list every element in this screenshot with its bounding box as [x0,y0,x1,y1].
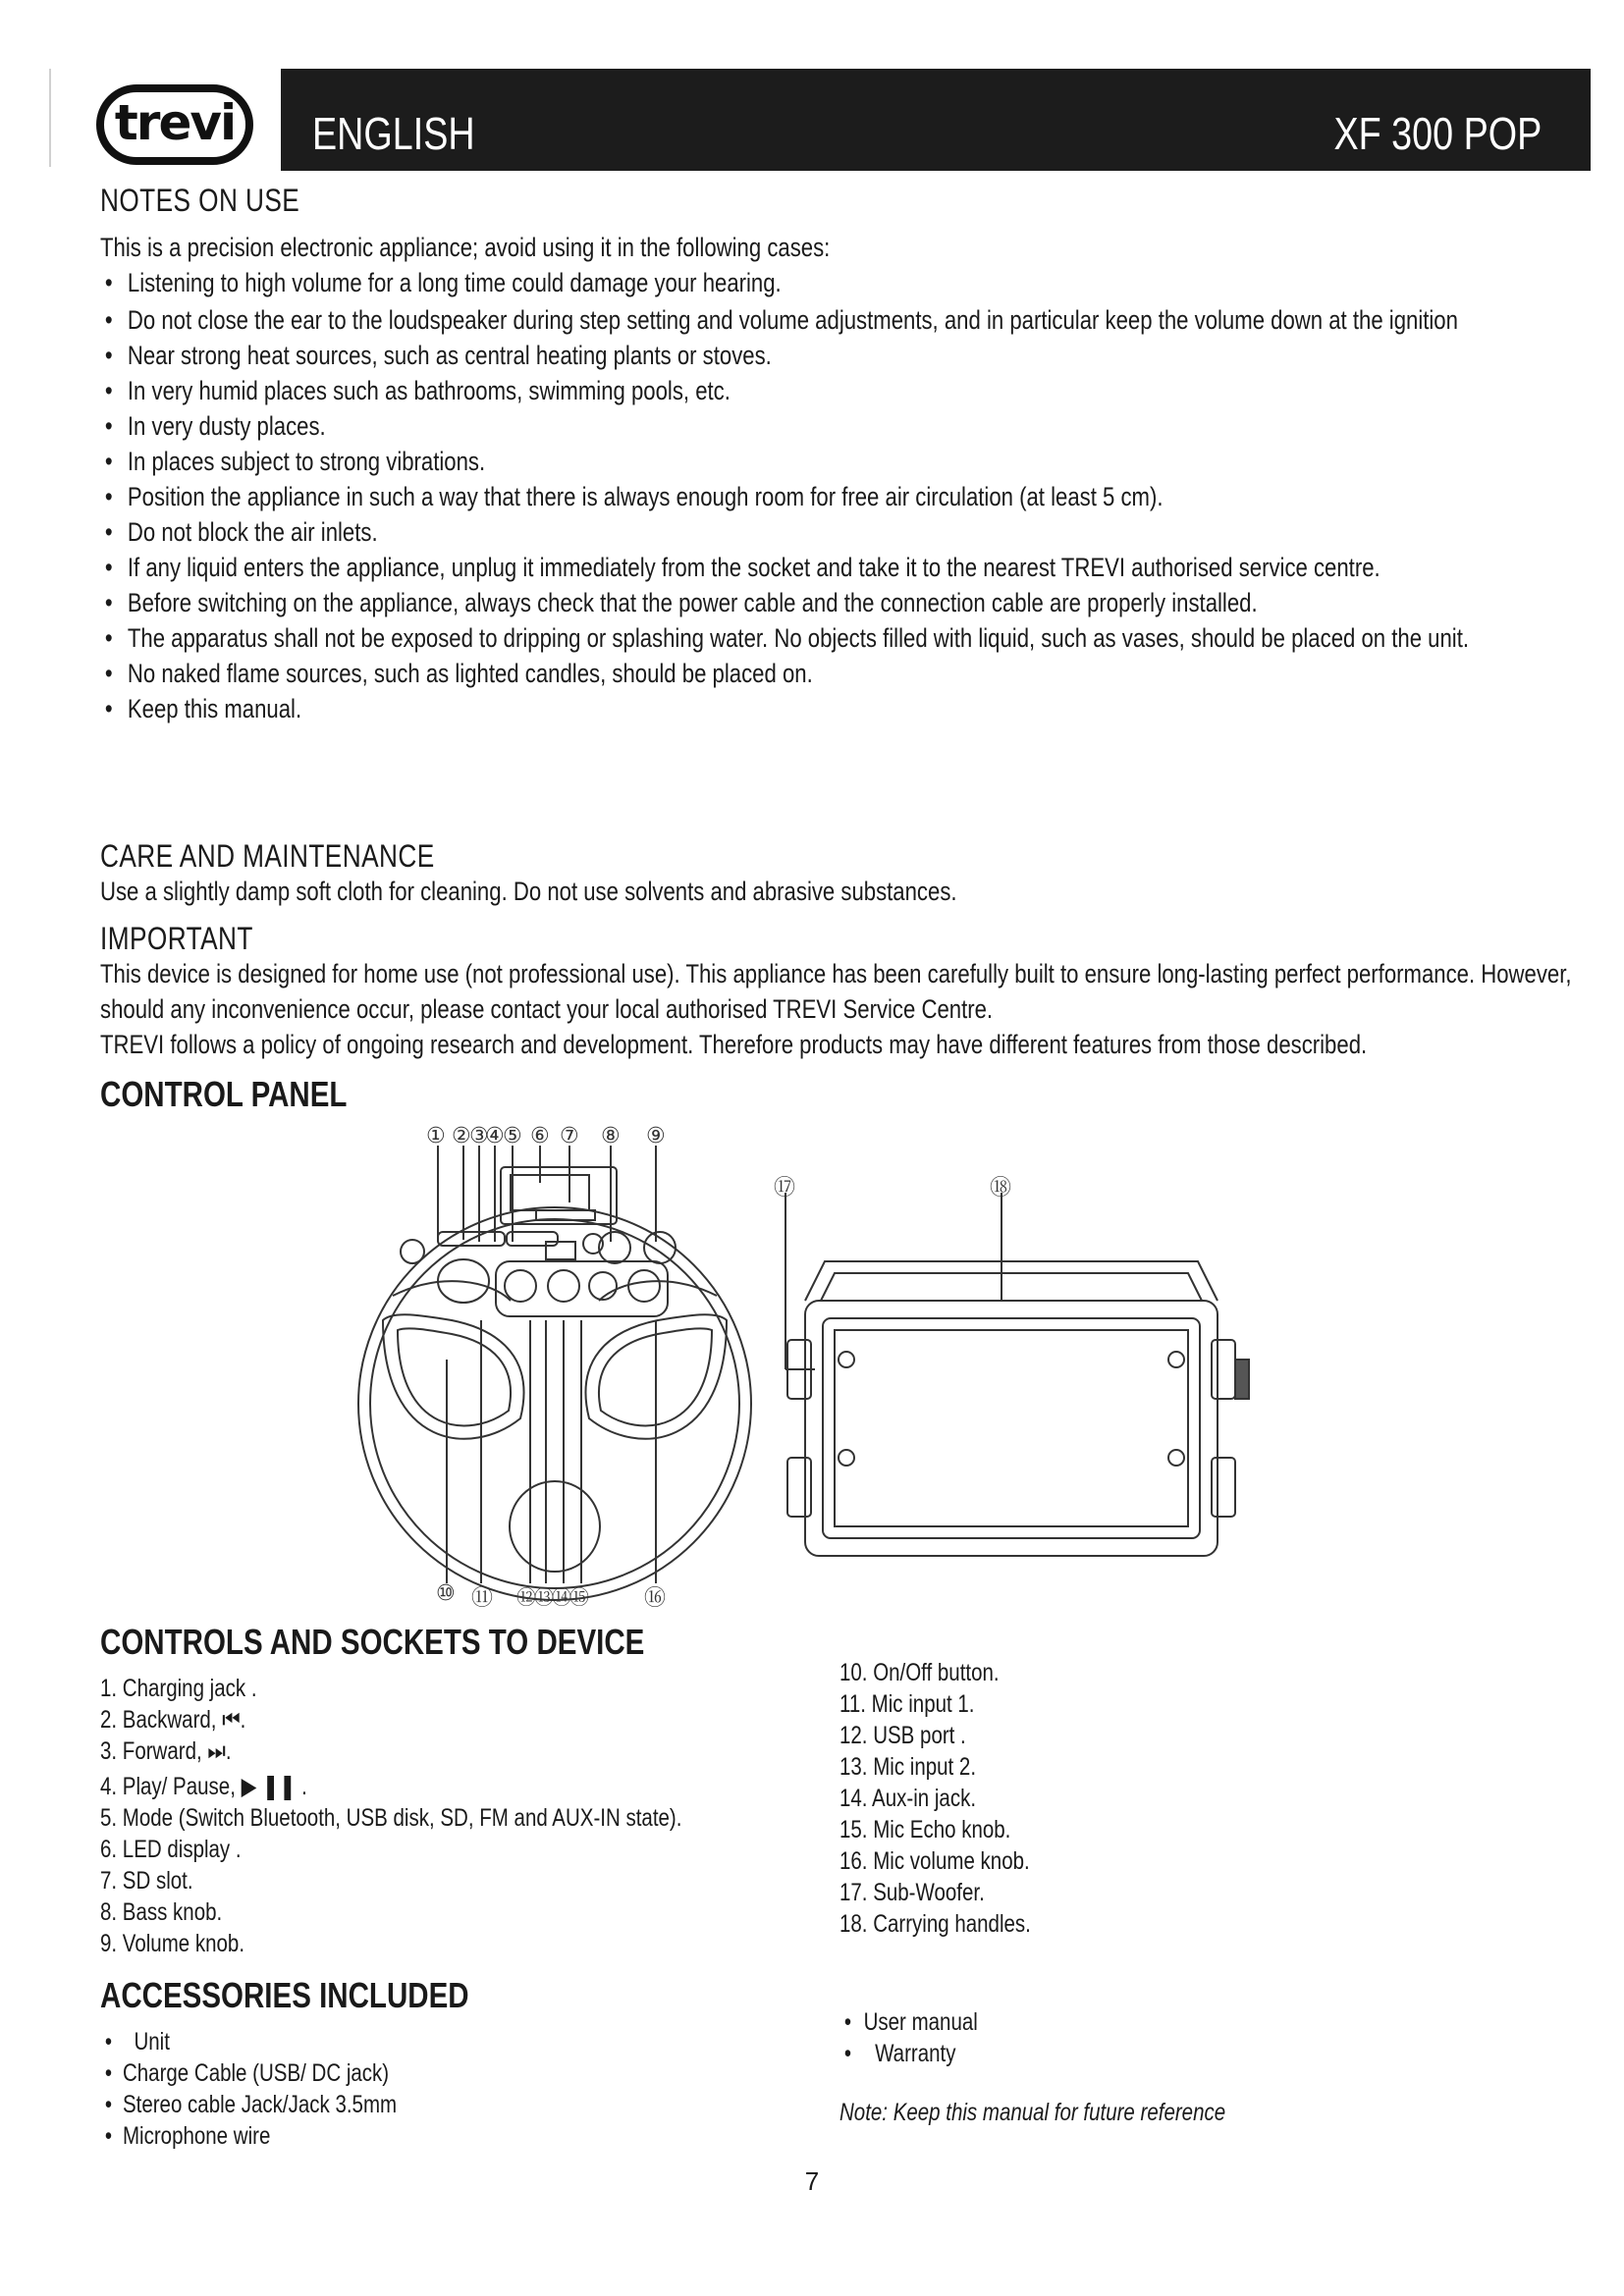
callout-18: ⑱ [990,1176,1012,1201]
care-title: CARE AND MAINTENANCE [100,838,435,874]
notes-list [100,265,1624,726]
side-view-diagram [766,1163,1276,1595]
callout-5: ⑤ [503,1124,522,1148]
list-item: • In very humid places such as bathrooms, swimming pools, etc. [100,373,1624,408]
list-item: 14. Aux-in jack. [839,1785,977,1812]
header-language: ENGLISH [312,108,475,159]
important-text-2: TREVI follows a policy of ongoing research and development. Therefore products may have different features from those described. [100,1030,1368,1059]
list-item: 5. Mode (Switch Bluetooth, USB disk, SD, FM and AUX-IN state). [100,1804,682,1832]
callout-17: ⑰ [774,1176,796,1201]
list-item: 7. SD slot. [100,1867,193,1895]
page-number: 7 [804,2166,820,2196]
callout-4: ④ [485,1124,505,1148]
list-item: • Listening to high volume for a long time could damage your hearing. [100,265,1624,300]
list-item: 3. Forward, ⏭. [100,1737,232,1765]
list-item: 2. Backward, ⏮. [100,1706,246,1734]
list-item: • Do not close the ear to the loudspeaker during step setting and volume adjustments, and in particular keep the volume down at the ignition [100,302,1624,338]
callout-2: ② [452,1124,471,1148]
callout-1: ① [426,1124,446,1148]
list-item: 18. Carrying handles. [839,1910,1031,1938]
list-item: • Microphone wire [100,2120,397,2152]
controls-title: CONTROLS AND SOCKETS TO DEVICE [100,1622,645,1662]
list-item: • Near strong heat sources, such as central heating plants or stoves. [100,338,1624,373]
care-text: Use a slightly damp soft cloth for cleaning. Do not use solvents and abrasive substances. [100,877,957,906]
list-item: 8. Bass knob. [100,1898,223,1926]
list-item: • Do not block the air inlets. [100,514,1624,550]
callout-11: ⑪ [471,1586,494,1611]
list-item: 6. LED display . [100,1836,242,1863]
list-item: • No naked flame sources, such as lighted candles, should be placed on. [100,656,1624,691]
list-item: 15. Mic Echo knob. [839,1816,1011,1843]
brand-logo [96,84,253,165]
list-item: 4. Play/ Pause, ▶ ❚❚ . [100,1773,307,1800]
callout-10: ⑩ [436,1581,456,1606]
list-item: • The apparatus shall not be exposed to dripping or splashing water. No objects filled with liquid, such as vases, should be placed on the unit. [100,620,1624,656]
list-item: 9. Volume knob. [100,1930,245,1957]
list-item: • Unit [100,2026,397,2057]
list-item: • Keep this manual. [100,691,1624,726]
list-item: • Warranty [839,2038,978,2069]
margin-rule [49,69,51,167]
callout-15: ⑮ [569,1585,589,1609]
callout-8: ⑧ [601,1124,621,1148]
list-item: 16. Mic volume knob. [839,1847,1030,1875]
list-item: 11. Mic input 1. [839,1690,975,1718]
notes-intro: This is a precision electronic appliance; avoid using it in the following cases: [100,233,831,262]
front-panel-diagram [353,1124,766,1610]
list-item: • In places subject to strong vibrations. [100,444,1624,479]
list-item: 10. On/Off button. [839,1659,1000,1686]
accessories-list-right [839,2006,978,2069]
list-item: • In very dusty places. [100,408,1624,444]
important-text-1: This device is designed for home use (not professional use). This appliance has been carefully built to ensure long-lasting perfect performance. However, should any inconvenience occur, please contact your local authorised TREVI Service Centre. [100,959,1572,1024]
callout-6: ⑥ [530,1124,550,1148]
list-item: 12. USB port . [839,1722,966,1749]
list-item: • User manual [839,2006,978,2038]
list-item: 17. Sub-Woofer. [839,1879,985,1906]
callout-9: ⑨ [646,1124,666,1148]
list-item: 13. Mic input 2. [839,1753,977,1781]
header-model-text: XF 300 POP [1333,108,1542,159]
list-item: • Stereo cable Jack/Jack 3.5mm [100,2089,397,2120]
control-panel-title: CONTROL PANEL [100,1074,348,1114]
logo-text: trevi [114,94,236,151]
callout-7: ⑦ [560,1124,579,1148]
important-title: IMPORTANT [100,921,253,956]
callout-16: ⑯ [644,1586,667,1611]
callout-12: ⑫ [516,1585,536,1609]
list-item: 1. Charging jack . [100,1675,257,1702]
accessories-list-left [100,2026,397,2152]
list-item: • Position the appliance in such a way that there is always enough room for free air circulation (at least 5 cm). [100,479,1624,514]
controls-list-right [839,1657,1031,1940]
list-item: • Before switching on the appliance, always check that the power cable and the connection cable are properly installed. [100,585,1624,620]
callout-14: ⑭ [552,1585,571,1609]
callout-3: ③ [469,1124,489,1148]
list-item: • If any liquid enters the appliance, unplug it immediately from the socket and take it to the nearest TREVI authorised service centre. [100,550,1624,585]
list-item: • Charge Cable (USB/ DC jack) [100,2057,397,2089]
accessories-title: ACCESSORIES INCLUDED [100,1975,469,2015]
callout-13: ⑬ [534,1585,554,1609]
notes-title: NOTES ON USE [100,183,300,218]
accessories-note: Note: Keep this manual for future reference [839,2099,1226,2126]
controls-list-left [100,1673,681,1959]
header-model [1080,106,1542,161]
